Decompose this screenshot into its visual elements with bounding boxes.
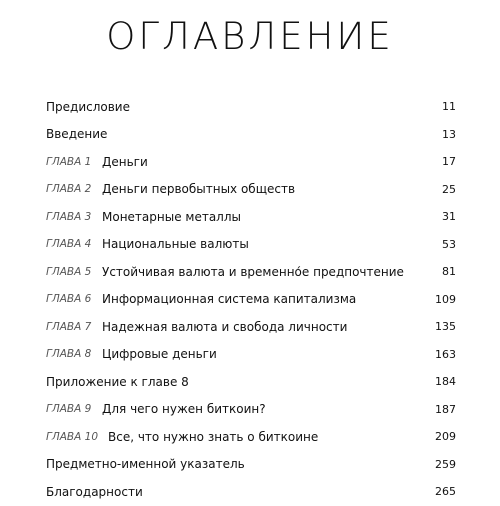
- toc-entry-acknowledgements[interactable]: [46, 478, 456, 506]
- entry-title: Предметно-именной указатель: [46, 457, 245, 472]
- entry-title: Для чего нужен биткоин?: [102, 402, 266, 417]
- entry-page-number: 17: [442, 155, 456, 169]
- entry-title: Национальные валюты: [102, 237, 249, 252]
- entry-title: Устойчивая валюта и временно́е предпочтение: [102, 264, 404, 279]
- entry-page-number: 31: [442, 210, 456, 224]
- toc-entry-chapter-10[interactable]: [46, 423, 456, 451]
- table-of-contents: [46, 93, 456, 506]
- entry-page-number: 81: [442, 265, 456, 279]
- entry-title: Надежная валюта и свобода личности: [102, 319, 348, 334]
- toc-entry-preface[interactable]: [46, 93, 456, 121]
- toc-entry-chapter-1[interactable]: [46, 148, 456, 176]
- chapter-number: ГЛАВА 8: [46, 348, 92, 361]
- chapter-number: ГЛАВА 2: [46, 183, 92, 196]
- chapter-number: ГЛАВА 6: [46, 293, 92, 306]
- chapter-number: ГЛАВА 5: [46, 265, 92, 278]
- entry-title: Цифровые деньги: [102, 347, 217, 362]
- entry-page-number: 11: [442, 100, 456, 114]
- chapter-number: ГЛАВА 3: [46, 210, 92, 223]
- toc-entry-chapter-3[interactable]: [46, 203, 456, 231]
- entry-title: Монетарные металлы: [102, 209, 241, 224]
- entry-page-number: 109: [435, 292, 456, 306]
- chapter-number: ГЛАВА 10: [46, 430, 99, 443]
- toc-entry-introduction[interactable]: [46, 121, 456, 149]
- toc-entry-chapter-9[interactable]: [46, 396, 456, 424]
- entry-title: Благодарности: [46, 484, 143, 499]
- chapter-number: ГЛАВА 9: [46, 403, 92, 416]
- entry-title: Предисловие: [46, 99, 130, 114]
- entry-page-number: 184: [435, 375, 456, 389]
- entry-title: Приложение к главе 8: [46, 374, 189, 389]
- entry-page-number: 259: [435, 457, 456, 471]
- toc-entry-chapter-4[interactable]: [46, 231, 456, 259]
- chapter-number: ГЛАВА 7: [46, 320, 92, 333]
- entry-title: Информационная система капитализма: [102, 292, 357, 307]
- page-title: ОГЛАВЛЕНИЕ: [106, 14, 394, 58]
- entry-title: Введение: [46, 127, 108, 142]
- toc-entry-appendix[interactable]: [46, 368, 456, 396]
- toc-entry-chapter-7[interactable]: [46, 313, 456, 341]
- entry-page-number: 187: [435, 402, 456, 416]
- entry-page-number: 25: [442, 182, 456, 196]
- toc-entry-index[interactable]: [46, 451, 456, 479]
- chapter-number: ГЛАВА 1: [46, 155, 92, 168]
- toc-entry-chapter-6[interactable]: [46, 286, 456, 314]
- entry-page-number: 53: [442, 237, 456, 251]
- entry-page-number: 209: [435, 430, 456, 444]
- entry-page-number: 265: [435, 485, 456, 499]
- entry-title: Деньги первобытных обществ: [102, 182, 296, 197]
- entry-page-number: 135: [435, 320, 456, 334]
- entry-title: Все, что нужно знать о биткоине: [108, 429, 319, 444]
- toc-entry-chapter-2[interactable]: [46, 176, 456, 204]
- toc-entry-chapter-5[interactable]: [46, 258, 456, 286]
- chapter-number: ГЛАВА 4: [46, 238, 92, 251]
- entry-page-number: 13: [442, 127, 456, 141]
- entry-page-number: 163: [435, 347, 456, 361]
- entry-title: Деньги: [102, 154, 148, 169]
- toc-entry-chapter-8[interactable]: [46, 341, 456, 369]
